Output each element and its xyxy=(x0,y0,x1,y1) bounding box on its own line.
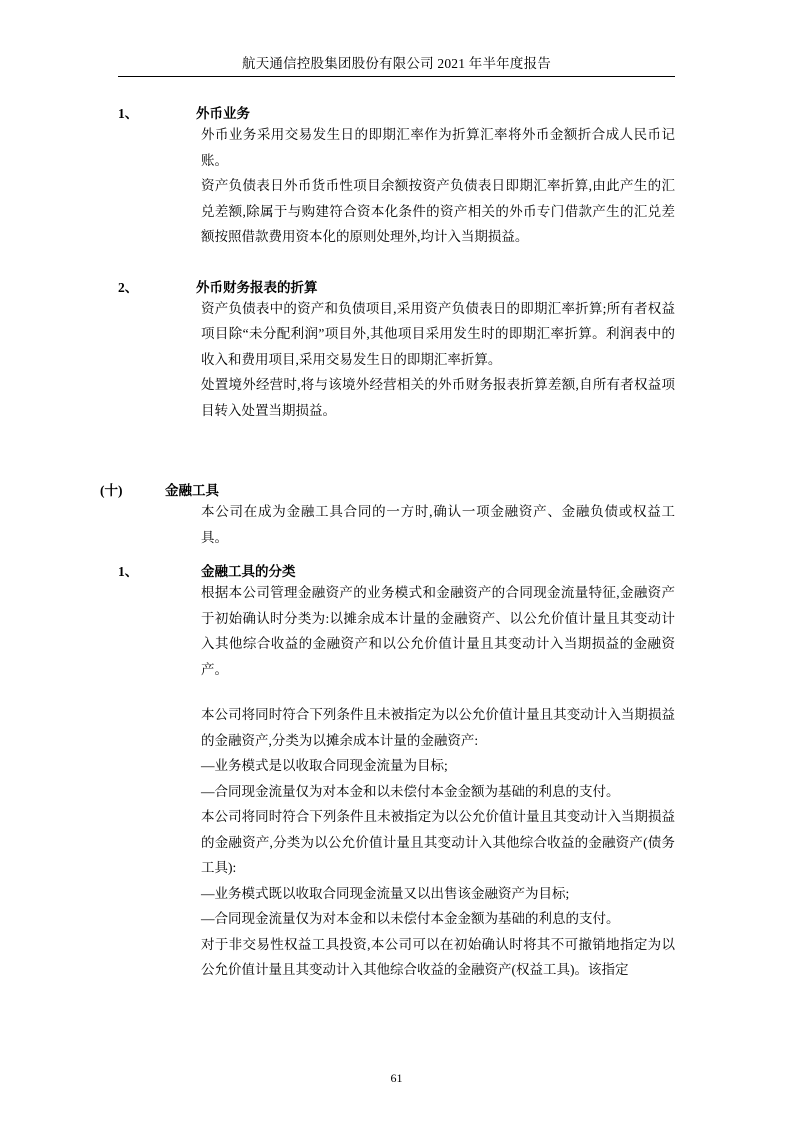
section-heading-1 xyxy=(118,102,675,122)
section-1-paragraph-1: 外币业务采用交易发生日的即期汇率作为折算汇率将外币金额折合成人民币记账。 xyxy=(201,127,675,168)
section-10-number: (十) xyxy=(100,483,123,498)
section-1-title: 外币业务 xyxy=(196,106,250,121)
subsection-1-paragraph-2: 本公司将同时符合下列条件且未被指定为以公允价值计量且其变动计入当期损益的金融资产,分类为以摊余成本计量的金融资产: xyxy=(201,707,675,748)
page-number: 61 xyxy=(390,1071,403,1085)
section-2-paragraph-1: 资产负债表中的资产和负债项目,采用资产负债表日的即期汇率折算;所有者权益项目除“未分配利润”项目外,其他项目采用发生时的即期汇率折算。利润表中的收入和费用项目,采用交易发生日的即期汇率折算。 xyxy=(201,300,675,367)
subsection-1-paragraph-8: 对于非交易性权益工具投资,本公司可以在初始确认时将其不可撤销地指定为以公允价值计量且其变动计入其他综合收益的金融资产(权益工具)。该指定 xyxy=(201,936,675,977)
page-content xyxy=(100,96,675,983)
subsection-1-title: 金融工具的分类 xyxy=(201,564,296,579)
section-heading-10 xyxy=(100,479,675,499)
section-2-paragraph-2: 处置境外经营时,将与该境外经营相关的外币财务报表折算差额,自所有者权益项目转入处置当期损益。 xyxy=(201,377,675,418)
section-2-title: 外币财务报表的折算 xyxy=(196,279,318,295)
spacer xyxy=(118,459,675,479)
subsection-1-paragraph-5: 本公司将同时符合下列条件且未被指定为以公允价值计量且其变动计入当期损益的金融资产,分类为以公允价值计量且其变动计入其他综合收益的金融资产(债务工具): xyxy=(201,809,675,875)
spacer xyxy=(118,682,675,702)
subsection-1-paragraph-6: —业务模式既以收取合同现金流量又以出售该金融资产为目标; xyxy=(201,885,570,901)
spacer xyxy=(118,423,675,459)
page-header: 航天通信控股集团股份有限公司 2021 年半年度报告 xyxy=(242,56,551,71)
subsection-1-paragraph-7: —合同现金流量仅为对本金和以未偿付本金金额为基础的利息的支付。 xyxy=(201,911,620,926)
subsection-1-paragraph-1: 根据本公司管理金融资产的业务模式和金融资产的合同现金流量特征,金融资产于初始确认时分类为:以摊余成本计量的金融资产、以公允价值计量且其变动计入其他综合收益的金融资产和以公允价值计量且其变动计入当期损益的金融资产。 xyxy=(201,585,675,677)
subsection-heading-1 xyxy=(118,560,675,580)
section-1-number: 1、 xyxy=(118,106,139,121)
spacer xyxy=(118,250,675,270)
subsection-1-number: 1、 xyxy=(118,564,139,579)
header-divider xyxy=(118,76,675,77)
section-1-paragraph-2: 资产负债表日外币货币性项目余额按资产负债表日即期汇率折算,由此产生的汇兑差额,除属于与购建符合资本化条件的资产相关的外币专门借款产生的汇兑差额按照借款费用资本化的原则处理外,均计入当期损益。 xyxy=(201,178,675,244)
subsection-1-paragraph-3: —业务模式是以收取合同现金流量为目标; xyxy=(201,758,448,773)
section-10-title: 金融工具 xyxy=(165,483,219,498)
section-heading-2 xyxy=(118,276,675,296)
section-2-number: 2、 xyxy=(118,279,139,295)
subsection-1-paragraph-4: —合同现金流量仅为对本金和以未偿付本金金额为基础的利息的支付。 xyxy=(201,783,620,799)
section-10-intro: 本公司在成为金融工具合同的一方时,确认一项金融资产、金融负债或权益工具。 xyxy=(201,504,675,545)
